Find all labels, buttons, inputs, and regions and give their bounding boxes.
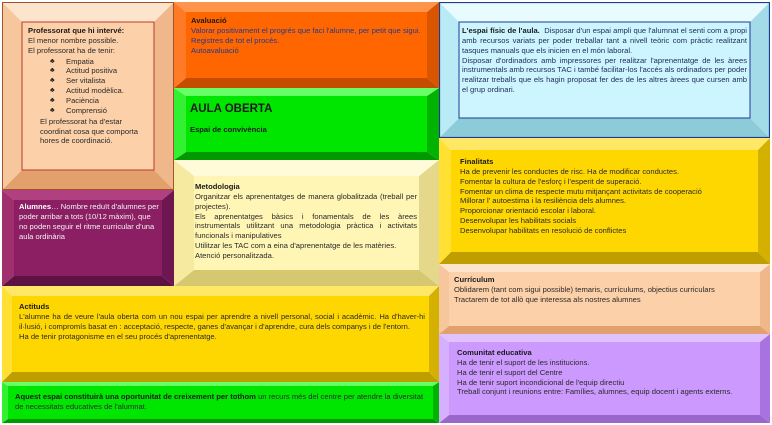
professorat-line2: El professorat ha de tenir:	[28, 45, 115, 55]
finalitats-line: Ha de prevenir les conductes de risc. Ha de modificar conductes.	[460, 166, 680, 176]
comunitat-line: Ha de tenir suport incondicional de l'equip directiu	[457, 377, 625, 387]
comunitat-line: Ha de tenir el suport de les institucions.	[457, 357, 590, 367]
avaluacio-box	[174, 2, 439, 88]
metodologia-line: Utilitzar les TAC com a eina d'aprenentatge de les matèries.	[195, 241, 397, 251]
curriculum-line: Oblidarem (tant com sigui possible) temaris, currículums, objectius curriculars	[454, 284, 715, 294]
aula-oberta-box	[174, 88, 439, 160]
comunitat-line: Ha de tenir el suport del Centre	[457, 367, 563, 377]
comunitat-line: Treball conjunt i reunions entre: Famílies, alumnes, equip docent i agents externs.	[457, 387, 733, 397]
avaluacio-line: Autoavaluació	[191, 45, 239, 55]
professorat-title: Professorat que hi intervé:	[28, 26, 125, 35]
quality-item: ♣ Empatia	[50, 57, 150, 67]
curriculum-box	[439, 264, 770, 334]
qualities-list	[28, 57, 150, 116]
avaluacio-line: Registres de tot el procés.	[191, 35, 280, 45]
actituds-title: Actituds	[19, 302, 50, 311]
professorat-box	[2, 2, 174, 190]
finalitats-line: Desenvolupar habilitats en resolució de conflictes	[460, 226, 627, 236]
comunitat-box	[439, 334, 770, 423]
alumnes-text: … Nombre reduït d'alumnes per poder arribar a tots (10/12 màxim), que no poden seguir el ritme curricular d'una aula ordinària	[19, 202, 159, 241]
metodologia-line: Els aprenentatges bàsics i fonamentals de les àrees instrumentals utilitzant una metodologia pràctica i activitats funcionals i manipulatives	[195, 211, 417, 241]
oportunitat-box	[2, 382, 439, 423]
finalitats-title: Finalitats	[460, 157, 494, 166]
finalitats-line: Fomentar la cultura de l'esforç i l'esperit de superació.	[460, 176, 642, 186]
professorat-line1: El menor nombre possible.	[28, 35, 119, 45]
avaluacio-line: Valorar positivament el progrés que faci l'alumne, per petit que sigui.	[191, 25, 421, 35]
curriculum-line: Tractarem de tot allò que interessa als nostres alumnes	[454, 294, 641, 304]
metodologia-line: Organitzar els aprenentatges de manera globalitzada (treball per projectes).	[195, 191, 417, 211]
finalitats-line: Fomentar un clima de respecte mutu mitjançant activitats de cooperació	[460, 186, 702, 196]
finalitats-line: Millorar l' autoestima i la resiliència dels alumnes.	[460, 196, 627, 206]
finalitats-line: Proporcionar orientació escolar i laboral.	[460, 206, 596, 216]
actituds-text2: Ha de tenir protagonisme en el seu procés d'aprenentatge.	[19, 331, 217, 341]
avaluacio-title: Avaluació	[191, 16, 227, 25]
aula-subtitle: Espai de convivència	[190, 124, 267, 134]
finalitats-box	[439, 138, 770, 264]
alumnes-box	[2, 190, 174, 286]
espai-title: L'espai físic de l'aula.	[462, 26, 540, 35]
quality-item: ♣ Actitud modèlica.	[50, 86, 150, 96]
quality-item: ♣ Ser vitalista	[50, 76, 150, 86]
alumnes-title: Alumnes	[19, 202, 52, 211]
actituds-text1: L'alumne ha de veure l'aula oberta com un nou espai per aprendre a nivell personal, social i acadèmic. Ha d'haver-hi il·lusió, i compromís basat en : acceptació, respecte, ganes d'avançar i d'aprendre, cura dels companys i de l'entorn.	[19, 311, 425, 331]
comunitat-title: Comunitat educativa	[457, 348, 532, 357]
quality-item: ♣ Comprensió	[50, 106, 150, 116]
aula-title: AULA OBERTA	[190, 103, 273, 115]
metodologia-title: Metodologia	[195, 182, 240, 191]
oportunitat-title: Aquest espai constituirà una oportunitat de creixement per tothom	[15, 392, 256, 401]
actituds-box	[2, 286, 439, 382]
metodologia-line: Atenció personalitzada.	[195, 251, 274, 261]
finalitats-line: Desenvolupar les habilitats socials	[460, 216, 577, 226]
oportunitat-text: un recurs més del centre per atendre la diversitat de necessitats educatives de l'alumnat.	[15, 392, 424, 411]
quality-item: ♣ Paciència	[50, 96, 150, 106]
professorat-footer: El professorat ha d'estar coordinat cosa que comporta hores de coordinació.	[40, 116, 138, 146]
espai-text2: Disposar d'ordinadors amb impressores per realitzar l'aprenentatge de les àrees instrumentals amb recursos TAC i també facilitar-los l'accés als ordinadors per poder realitzar treballs que els hagin proposat fer des de les altres àrees que cursen amb el grup ordinari.	[462, 55, 747, 95]
espai-text1: Disposar d'un espai ampli que l'alumnat el senti com a propi amb recursos variats per poder treballar tant a nivell teòric com pràctic realitzant tasques manuals que els inicien en el món laboral.	[462, 26, 747, 55]
curriculum-title: Currículum	[454, 275, 495, 284]
metodologia-box	[174, 160, 439, 286]
quality-item: ♣ Actitud positiva	[50, 66, 150, 76]
espai-box	[439, 2, 770, 138]
